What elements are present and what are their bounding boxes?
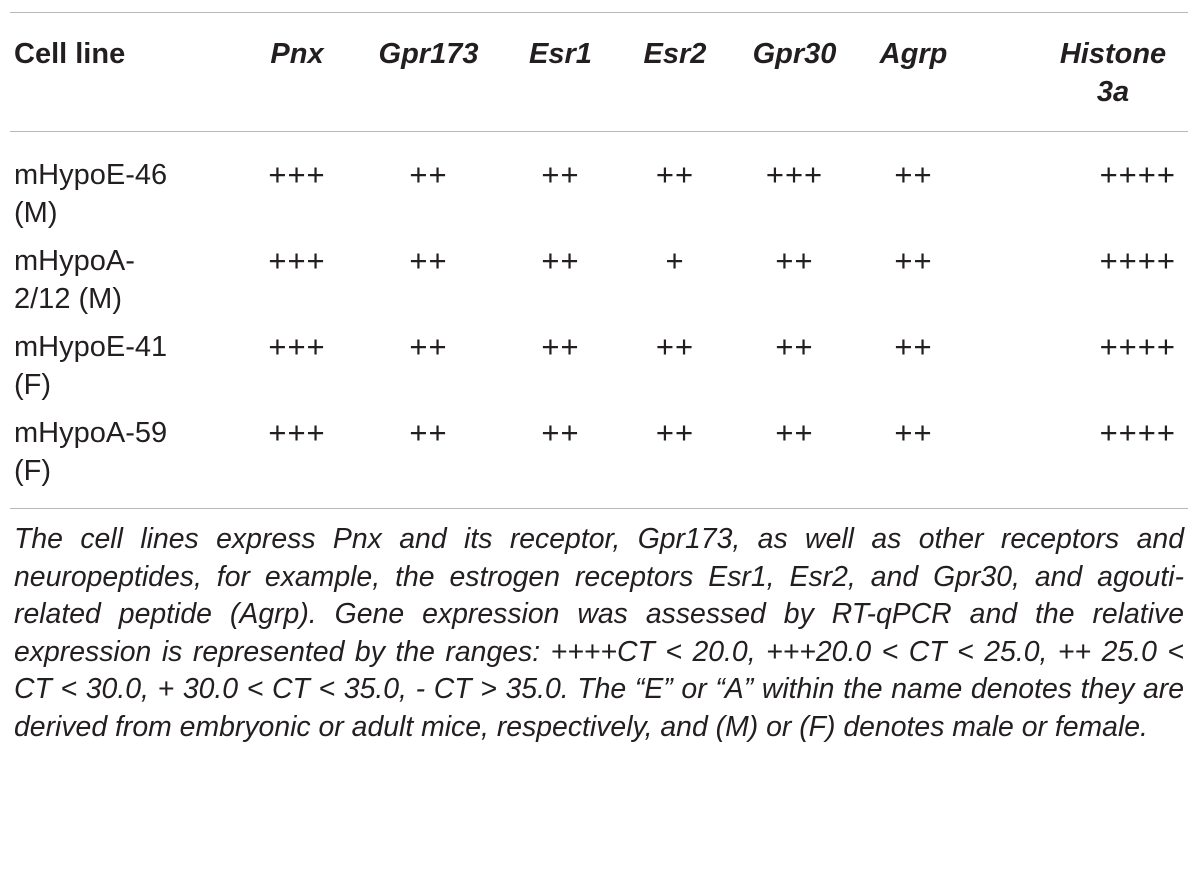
cell-line-label: mHypoE-41 (F) bbox=[14, 331, 168, 401]
cell-line-label: mHypoE-46 (M) bbox=[14, 159, 168, 229]
cell-line-label: mHypoA-2/12 (M) bbox=[14, 245, 135, 315]
table-cell: ++ bbox=[775, 329, 814, 364]
table-caption: The cell lines express Pnx and its receptor, Gpr173, as well as other receptors and neuropeptides, for example, the estrogen receptors Esr1, Esr2, and Gpr30, and agouti-related peptide (Agrp). Gene expression was assessed by RT-qPCR and the relative expression is represented by the ranges: ++++CT < 20.0, +++20.0 < CT < 25.0, ++ 25.0 < CT < 30.0, + 30.0 < CT < 35.0, - CT > 35.0. The “E” or “A” within the name denotes they are derived from embryonic or adult mice, respectively, and (M) or (F) denotes male or female. bbox=[14, 523, 1184, 743]
table-cell: ++++ bbox=[1099, 415, 1176, 450]
table-cell: ++ bbox=[655, 329, 695, 364]
table-row bbox=[10, 132, 1188, 238]
table-cell: ++ bbox=[655, 157, 695, 192]
table-cell: +++ bbox=[268, 329, 326, 364]
header-agrp: Agrp bbox=[879, 38, 948, 70]
table-cell: ++++ bbox=[1099, 329, 1176, 364]
table-cell: ++ bbox=[409, 243, 448, 278]
table-cell: ++ bbox=[409, 157, 448, 192]
table-cell: ++ bbox=[541, 243, 580, 278]
table-cell: ++ bbox=[541, 157, 580, 192]
table-row bbox=[10, 237, 1188, 323]
table-cell: ++++ bbox=[1099, 157, 1176, 192]
header-gpr173: Gpr173 bbox=[378, 38, 479, 70]
cell-line-name bbox=[10, 409, 242, 509]
table-cell: +++ bbox=[268, 157, 326, 192]
cell-line-name bbox=[10, 237, 242, 323]
table-cell: ++ bbox=[409, 329, 448, 364]
table-cell: ++ bbox=[894, 329, 933, 364]
cell-line-name bbox=[10, 323, 242, 409]
cell-line-label: mHypoA-59 (F) bbox=[14, 417, 168, 487]
header-cell-line: Cell line bbox=[14, 38, 126, 70]
cell-line-name bbox=[10, 132, 242, 238]
gene-expression-table bbox=[10, 12, 1188, 509]
header-histone-3a bbox=[972, 13, 1188, 132]
table-row bbox=[10, 409, 1188, 509]
header-esr1: Esr1 bbox=[529, 38, 592, 70]
header-histone-3a-label: Histone 3a bbox=[1059, 38, 1167, 108]
table-cell: ++ bbox=[894, 243, 933, 278]
table-cell: ++++ bbox=[1099, 243, 1176, 278]
table-cell: ++ bbox=[775, 243, 814, 278]
table-row bbox=[10, 323, 1188, 409]
table-cell: +++ bbox=[268, 243, 326, 278]
table-cell: ++ bbox=[775, 415, 814, 450]
table-cell: + bbox=[665, 243, 685, 278]
table-cell: ++ bbox=[894, 157, 933, 192]
header-pnx: Pnx bbox=[270, 38, 324, 70]
table-cell: +++ bbox=[765, 157, 824, 192]
header-gpr30: Gpr30 bbox=[752, 38, 837, 70]
table-cell: ++ bbox=[409, 415, 448, 450]
table-cell: ++ bbox=[894, 415, 933, 450]
table-cell: ++ bbox=[541, 415, 580, 450]
expression-table-container bbox=[10, 12, 1188, 746]
header-esr2: Esr2 bbox=[643, 38, 707, 70]
table-cell: ++ bbox=[655, 415, 695, 450]
table-cell: ++ bbox=[541, 329, 580, 364]
table-cell: +++ bbox=[268, 415, 326, 450]
header-row bbox=[10, 13, 1188, 132]
